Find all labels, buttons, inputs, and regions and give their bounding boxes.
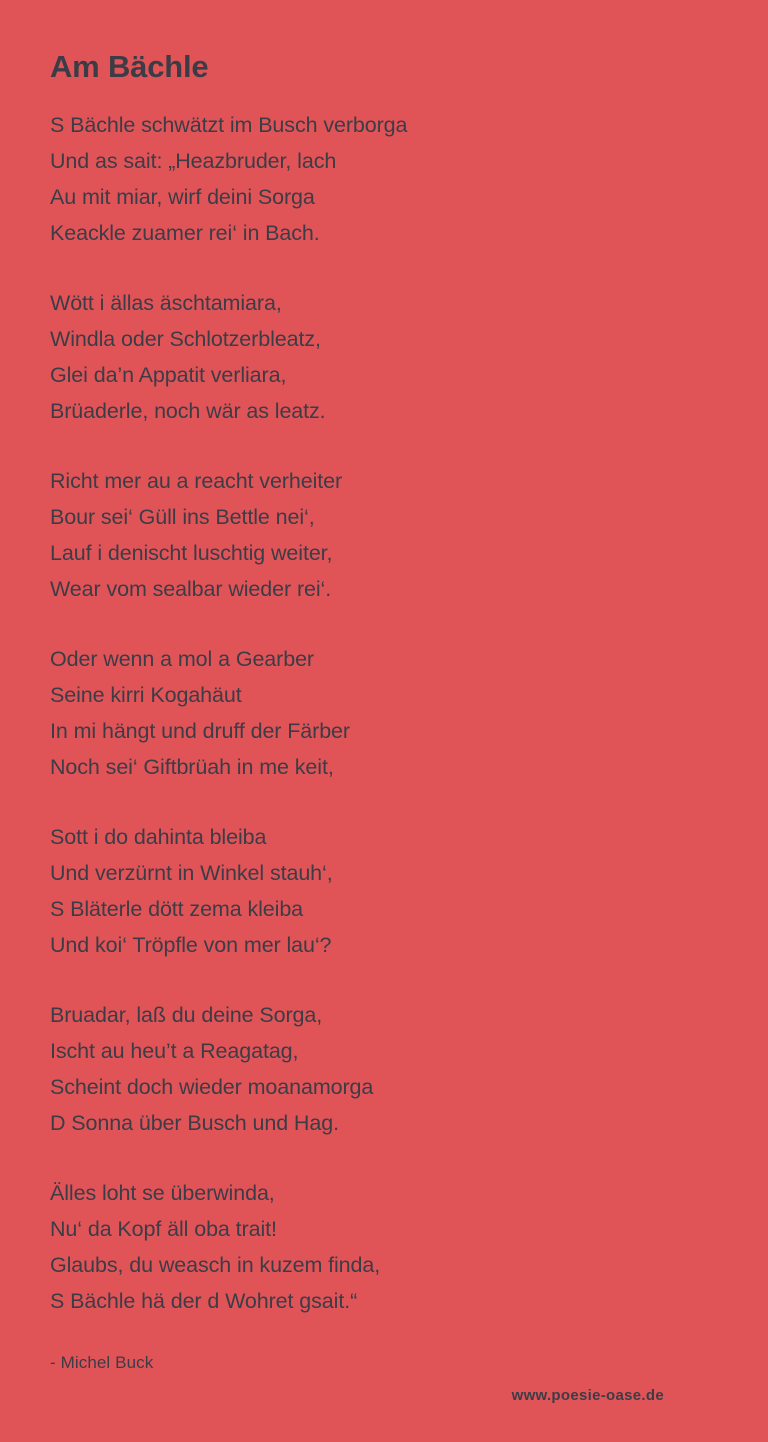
poem-line: Keackle zuamer rei‘ in Bach. xyxy=(50,221,320,246)
poem-line: Brüaderle, noch wär as leatz. xyxy=(50,399,326,424)
poem-line: Nu‘ da Kopf äll oba trait! xyxy=(50,1217,277,1242)
poem-line: Und verzürnt in Winkel stauh‘, xyxy=(50,861,333,886)
poem-line: Richt mer au a reacht verheiter xyxy=(50,469,343,494)
stanza xyxy=(50,463,718,607)
stanza xyxy=(50,285,718,429)
poem-line: Noch sei‘ Giftbrüah in me keit, xyxy=(50,755,334,780)
stanza xyxy=(50,107,718,251)
poem-line: In mi hängt und druff der Färber xyxy=(50,719,350,744)
watermark: www.poesie-oase.de xyxy=(511,1387,664,1404)
stanza xyxy=(50,997,718,1141)
poem-line: S Bächle hä der d Wohret gsait.“ xyxy=(50,1289,358,1314)
poem-line: Oder wenn a mol a Gearber xyxy=(50,647,314,672)
poem-line: S Bächle schwätzt im Busch verborga xyxy=(50,113,408,138)
poem-line: Seine kirri Kogahäut xyxy=(50,683,242,708)
poem-line: Älles loht se überwinda, xyxy=(50,1181,275,1206)
poem-line: Scheint doch wieder moanamorga xyxy=(50,1075,374,1100)
poem-line: Ischt au heu’t a Reagatag, xyxy=(50,1039,299,1064)
poem-line: D Sonna über Busch und Hag. xyxy=(50,1111,339,1136)
stanza xyxy=(50,1175,718,1319)
poem-line: Sott i do dahinta bleiba xyxy=(50,825,267,850)
poem-line: Und koi‘ Tröpfle von mer lau‘? xyxy=(50,933,332,958)
page-title: Am Bächle xyxy=(50,49,209,84)
poem-line: Glaubs, du weasch in kuzem finda, xyxy=(50,1253,381,1278)
poem-line: Au mit miar, wirf deini Sorga xyxy=(50,185,315,210)
poem-line: Wött i ällas äschtamiara, xyxy=(50,291,282,316)
stanza xyxy=(50,641,718,785)
stanza xyxy=(50,819,718,963)
poem-line: Bour sei‘ Güll ins Bettle nei‘, xyxy=(50,505,315,530)
poem-line: Glei da’n Appatit verliara, xyxy=(50,363,287,388)
poem-line: S Bläterle dött zema kleiba xyxy=(50,897,304,922)
poem-line: Und as sait: „Heazbruder, lach xyxy=(50,149,337,174)
poem-line: Windla oder Schlotzerbleatz, xyxy=(50,327,321,352)
poem-line: Lauf i denischt luschtig weiter, xyxy=(50,541,333,566)
poem-line: Bruadar, laß du deine Sorga, xyxy=(50,1003,323,1028)
poem-author: - Michel Buck xyxy=(50,1353,154,1373)
poem-line: Wear vom sealbar wieder rei‘. xyxy=(50,577,332,602)
